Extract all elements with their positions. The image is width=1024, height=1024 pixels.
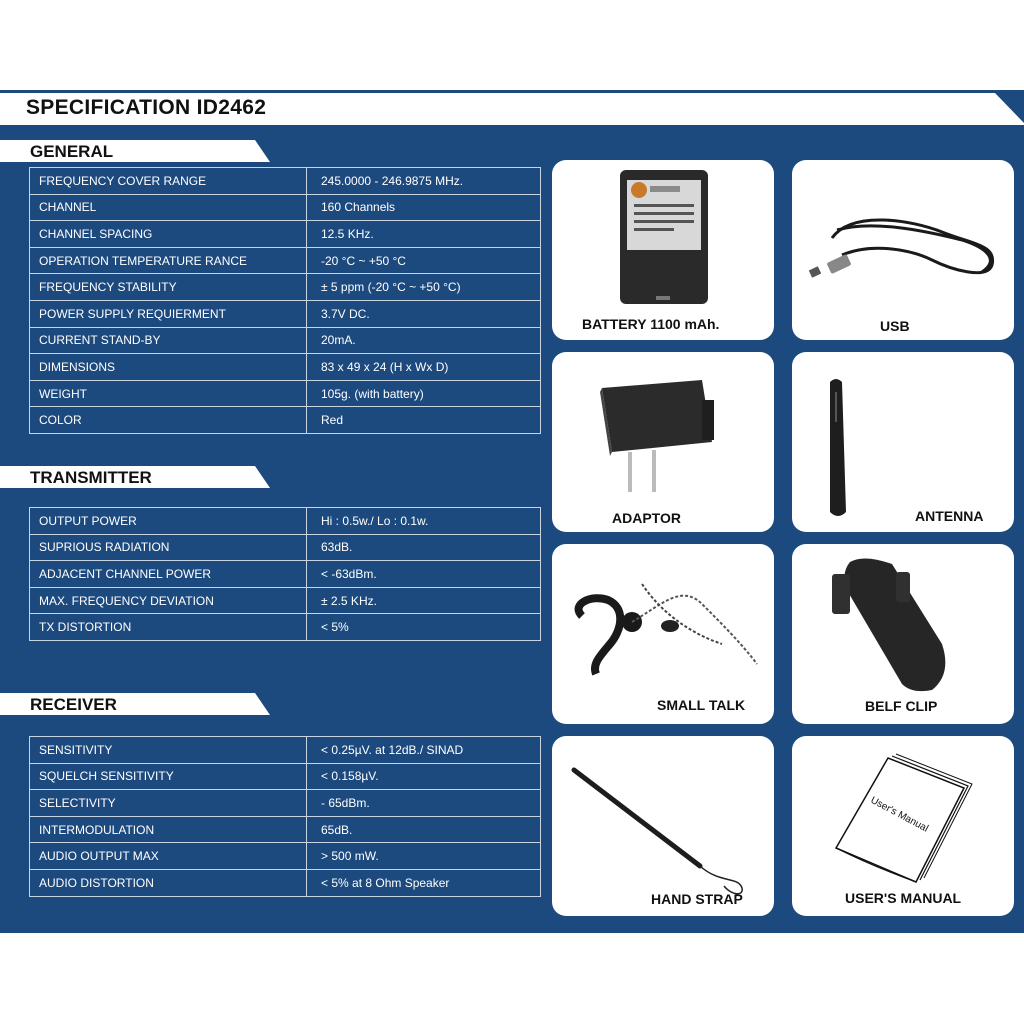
spec-value: 83 x 49 x 24 (H x Wx D) [307,354,541,381]
receiver-spec-table [29,736,541,897]
spec-name: WEIGHT [30,380,307,407]
belt-clip-icon [792,544,1014,724]
spec-value: < 5% at 8 Ohm Speaker [307,869,541,896]
accessory-card-battery [552,160,774,340]
spec-row [30,614,541,641]
spec-value: < 0.158µV. [307,763,541,790]
spec-name: TX DISTORTION [30,614,307,641]
section-tab-transmitter [0,466,270,488]
spec-row [30,763,541,790]
spec-name: SENSITIVITY [30,737,307,764]
spec-name: OPERATION TEMPERATURE RANCE [30,247,307,274]
spec-row [30,843,541,870]
spec-name: CHANNEL [30,194,307,221]
spec-name: DIMENSIONS [30,354,307,381]
spec-row [30,816,541,843]
spec-row [30,508,541,535]
spec-row [30,247,541,274]
accessory-label-belt-clip: BELF CLIP [865,698,938,714]
accessory-label-users-manual: USER'S MANUAL [845,890,962,906]
spec-row [30,194,541,221]
spec-name: SQUELCH SENSITIVITY [30,763,307,790]
accessory-card-antenna [792,352,1014,532]
page-title: SPECIFICATION ID2462 [26,96,267,119]
spec-name: POWER SUPPLY REQUIERMENT [30,300,307,327]
accessory-card-hand-strap [552,736,774,916]
section-title-general: GENERAL [30,142,114,161]
spec-value: 65dB. [307,816,541,843]
section-tab-receiver [0,693,270,715]
spec-name: MAX. FREQUENCY DEVIATION [30,587,307,614]
spec-name: CHANNEL SPACING [30,221,307,248]
spec-name: AUDIO OUTPUT MAX [30,843,307,870]
spec-row [30,407,541,434]
accessory-label-antenna: ANTENNA [915,508,984,524]
spec-name: AUDIO DISTORTION [30,869,307,896]
spec-value: < 5% [307,614,541,641]
usb-cable-icon [792,160,1014,340]
spec-row [30,561,541,588]
spec-value: < 0.25µV. at 12dB./ SINAD [307,737,541,764]
accessory-card-adaptor [552,352,774,532]
spec-value: 12.5 KHz. [307,221,541,248]
spec-row [30,587,541,614]
spec-value: ± 5 ppm (-20 °C ~ +50 °C) [307,274,541,301]
accessory-label-small-talk: SMALL TALK [657,697,746,713]
section-title-receiver: RECEIVER [30,695,117,714]
spec-value: > 500 mW. [307,843,541,870]
spec-row [30,534,541,561]
spec-name: CURRENT STAND-BY [30,327,307,354]
accessory-label-battery: BATTERY 1100 mAh. [582,316,720,332]
accessory-label-usb: USB [880,318,910,334]
spec-row [30,380,541,407]
accessory-card-small-talk [552,544,774,724]
battery-icon [552,160,774,340]
spec-row [30,168,541,195]
spec-name: SELECTIVITY [30,790,307,817]
spec-value: Red [307,407,541,434]
spec-row [30,869,541,896]
spec-name: SUPRIOUS RADIATION [30,534,307,561]
adaptor-icon [552,352,774,532]
accessory-card-usb [792,160,1014,340]
spec-value: -20 °C ~ +50 °C [307,247,541,274]
spec-row [30,274,541,301]
spec-value: 20mA. [307,327,541,354]
spec-value: < -63dBm. [307,561,541,588]
accessory-label-adaptor: ADAPTOR [612,510,681,526]
spec-name: FREQUENCY COVER RANGE [30,168,307,195]
spec-row [30,790,541,817]
spec-value: 105g. (with battery) [307,380,541,407]
spec-row [30,354,541,381]
spec-row [30,221,541,248]
manual-cover-text: User's Manual [868,794,930,835]
transmitter-spec-table [29,507,541,641]
spec-value: 160 Channels [307,194,541,221]
section-tab-general [0,140,270,162]
spec-value: ± 2.5 KHz. [307,587,541,614]
spec-value: 245.0000 - 246.9875 MHz. [307,168,541,195]
accessory-label-hand-strap: HAND STRAP [651,891,743,907]
spec-row [30,327,541,354]
spec-value: 3.7V DC. [307,300,541,327]
accessory-card-users-manual [792,736,1014,916]
spec-name: FREQUENCY STABILITY [30,274,307,301]
spec-name: INTERMODULATION [30,816,307,843]
spec-name: OUTPUT POWER [30,508,307,535]
spec-value: - 65dBm. [307,790,541,817]
section-title-transmitter: TRANSMITTER [30,468,152,487]
antenna-icon [792,352,1014,532]
general-spec-table [29,167,541,434]
hand-strap-icon [552,736,774,916]
spec-name: ADJACENT CHANNEL POWER [30,561,307,588]
accessory-card-belt-clip [792,544,1014,724]
spec-value: Hi : 0.5w./ Lo : 0.1w. [307,508,541,535]
manual-icon [792,736,1014,916]
spec-value: 63dB. [307,534,541,561]
spec-row [30,737,541,764]
spec-name: COLOR [30,407,307,434]
spec-row [30,300,541,327]
